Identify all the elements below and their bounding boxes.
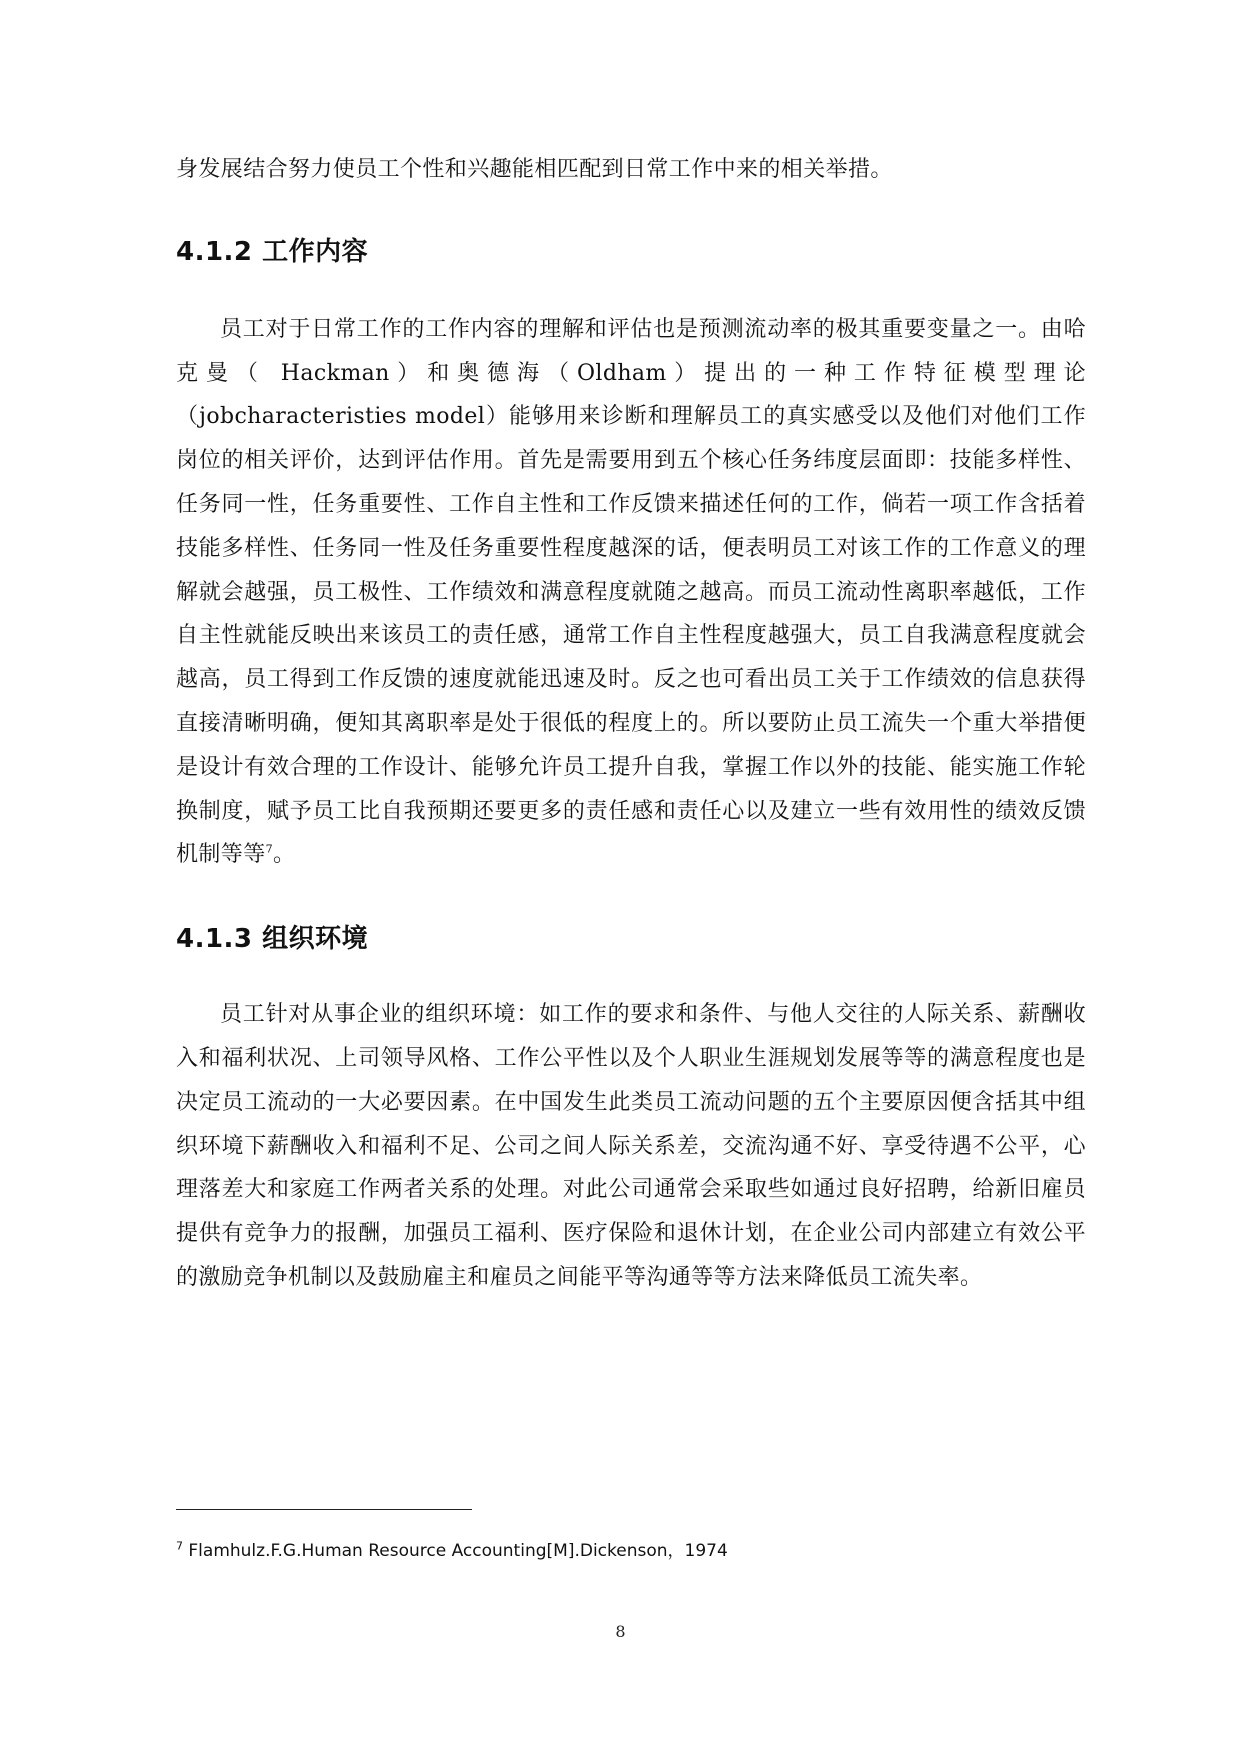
footnote-number: 7 — [176, 1539, 183, 1553]
footnote-separator — [176, 1509, 472, 1510]
section-heading-4-1-2: 4.1.2 工作内容 — [176, 236, 369, 267]
page-number: 8 — [615, 1622, 626, 1641]
footnote — [176, 1539, 728, 1563]
section-heading-4-1-3: 4.1.3 组织环境 — [176, 924, 369, 955]
footnote-text: Flamhulz.F.G.Human Resource Accounting[M].Dickenson，1974 — [183, 1541, 728, 1561]
footnote-reference[interactable]: 7 — [265, 843, 274, 857]
paragraph-job-content-text: 员工对于日常工作的工作内容的理解和评估也是预测流动率的极其重要变量之一。由哈克曼（ Hackman）和奥德海（Oldham）提出的一种工作特征模型理论（jobcharacteristies model）能够用来诊断和理解员工的真实感受以及他们对他们工作岗位的相关评价，达到评估作用。首先是需要用到五个核心任务纬度层面即：技能多样性、任务同一性，任务重要性、工作自主性和工作反馈来描述任何的工作，倘若一项工作含括着技能多样性、任务同一性及任务重要性程度越深的话，便表明员工对该工作的工作意义的理解就会越强，员工极性、工作绩效和满意程度就随之越高。而员工流动性离职率越低，工作自主性就能反映出来该员工的责任感，通常工作自主性程度越强大，员工自我满意程度就会越高，员工得到工作反馈的速度就能迅速及时。反之也可看出员工关于工作绩效的信息获得直接清晰明确，便知其离职率是处于很低的程度上的。所以要防止员工流失一个重大举措便是设计有效合理的工作设计、能够允许员工提升自我，掌握工作以外的技能、能实施工作轮换制度，赋予员工比自我预期还要更多的责任感和责任心以及建立一些有效用性的绩效反馈机制等等 — [176, 316, 1086, 868]
main-text — [176, 148, 1086, 1300]
paragraph-job-content-end: 。 — [273, 842, 296, 868]
paragraph-job-content — [176, 308, 1086, 877]
paragraph-organization-environment: 员工针对从事企业的组织环境：如工作的要求和条件、与他人交往的人际关系、薪酬收入和福利状况、上司领导风格、工作公平性以及个人职业生涯规划发展等等的满意程度也是决定员工流动的一大必要因素。在中国发生此类员工流动问题的五个主要原因便含括其中组织环境下薪酬收入和福利不足、公司之间人际关系差，交流沟通不好、享受待遇不公平，心理落差大和家庭工作两者关系的处理。对此公司通常会采取些如通过良好招聘，给新旧雇员提供有竞争力的报酬，加强员工福利、医疗保险和退休计划，在企业公司内部建立有效公平的激励竞争机制以及鼓励雇主和雇员之间能平等沟通等等方法来降低员工流失率。 — [176, 1002, 1086, 1290]
paragraph-continuation: 身发展结合努力使员工个性和兴趣能相匹配到日常工作中来的相关举措。 — [176, 157, 893, 182]
